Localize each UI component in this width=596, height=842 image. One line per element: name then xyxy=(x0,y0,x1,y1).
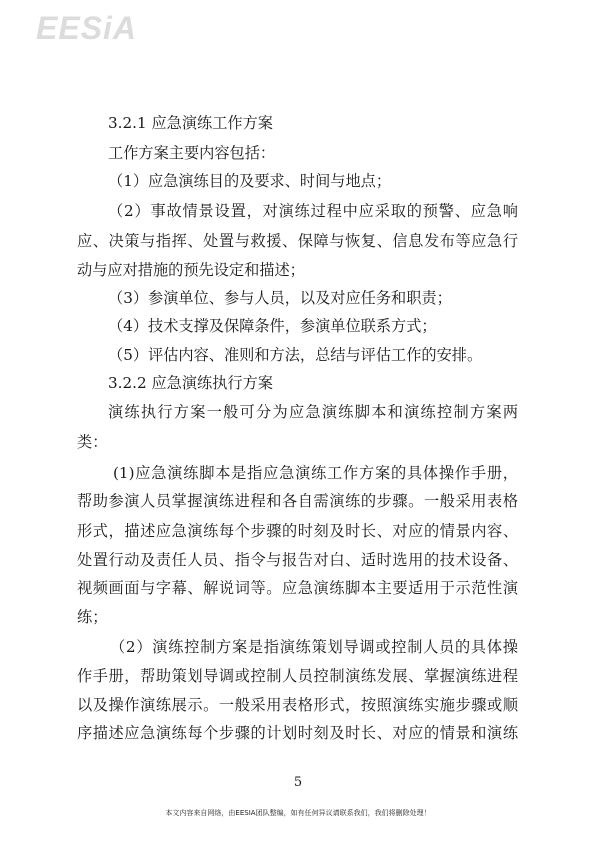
list-item-line: （2）事故情景设置，对演练过程中应采取的预警、应急响 xyxy=(108,202,518,220)
list-item-line: 应、决策与指挥、处置与救援、保障与恢复、信息发布等应急行 xyxy=(77,232,518,250)
list-item-line: （1）应急演练目的及要求、时间与地点； xyxy=(108,172,392,190)
list-item-line: 作手册，帮助策划导调或控制人员控制演练发展、掌握演练进程 xyxy=(77,667,518,685)
list-item-line: 形式，描述应急演练每个步骤的时刻及时长、对应的情景内容、 xyxy=(77,522,518,540)
list-item-line: （4）技术支撑及保障条件，参演单位联系方式； xyxy=(108,317,437,335)
list-item-line: 以及操作演练展示。一般采用表格形式，按照演练实施步骤或顺 xyxy=(77,696,518,714)
section-heading-3-2-2: 3.2.2 应急演练执行方案 xyxy=(108,374,273,392)
list-item-line: 帮助参演人员掌握演练进程和各自需演练的步骤。一般采用表格 xyxy=(77,492,518,510)
paragraph-line: 演练执行方案一般可分为应急演练脚本和演练控制方案两 xyxy=(108,403,518,421)
footer-notice: 本文内容来自网络，由EESIA团队整编，如有任何异议请联系我们，我们将删除处理！ xyxy=(165,809,431,817)
list-item-line: 动与应对措施的预先设定和描述； xyxy=(77,261,305,279)
list-item-line: （3）参演单位、参与人员，以及对应任务和职责； xyxy=(108,289,452,307)
list-item-line: （2）演练控制方案是指演练策划导调或控制人员的具体操 xyxy=(110,638,518,656)
list-item-line: 序描述应急演练每个步骤的计划时刻及时长、对应的情景和演练 xyxy=(77,724,518,742)
list-item-line: (1)应急演练脚本是指应急演练工作方案的具体操作手册， xyxy=(113,464,518,482)
paragraph-line: 工作方案主要内容包括： xyxy=(108,144,276,162)
list-item-line: 视频画面与字幕、解说词等。应急演练脚本主要适用于示范性演 xyxy=(77,579,518,597)
eesia-logo: EESiA xyxy=(36,10,138,46)
paragraph-line: 类： xyxy=(77,433,108,451)
list-item-line: 处置行动及责任人员、指令与报告对白、适时选用的技术设备、 xyxy=(77,551,518,569)
section-heading-3-2-1: 3.2.1 应急演练工作方案 xyxy=(108,114,273,132)
list-item-line: 练； xyxy=(77,608,108,626)
list-item-line: （5）评估内容、准则和方法，总结与评估工作的安排。 xyxy=(108,346,483,364)
page-number: 5 xyxy=(293,775,303,790)
